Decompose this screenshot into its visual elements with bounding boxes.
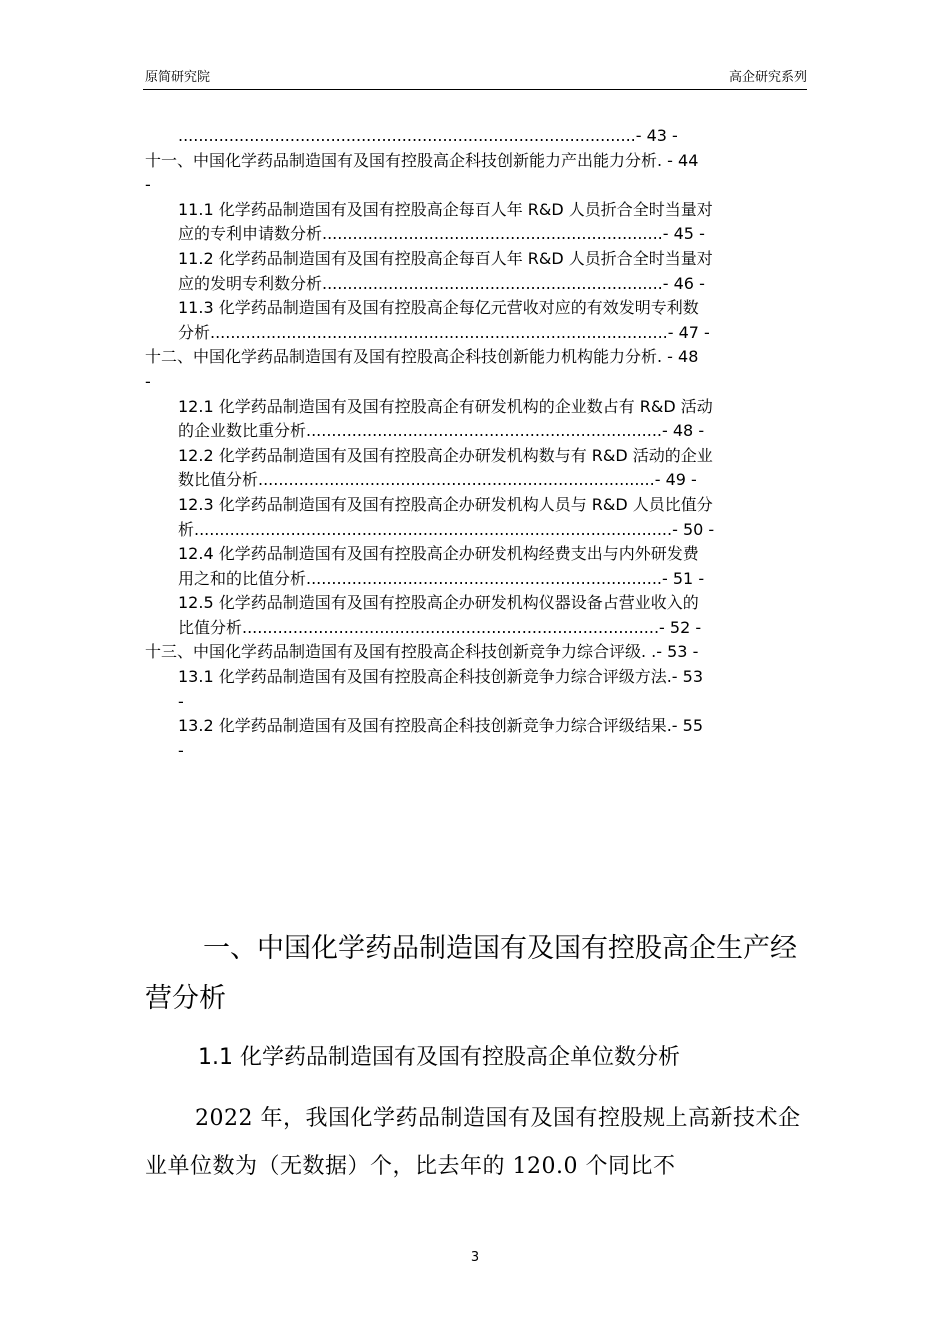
toc-line[interactable]: 13.2 化学药品制造国有及国有控股高企科技创新竞争力综合评级结果.- 55 bbox=[178, 716, 704, 736]
toc-line[interactable]: 十二、中国化学药品制造国有及国有控股高企科技创新能力机构能力分析. - 48 bbox=[145, 347, 699, 367]
toc-line[interactable]: 12.4 化学药品制造国有及国有控股高企办研发机构经费支出与内外研发费 bbox=[178, 544, 699, 564]
toc-line[interactable]: 12.3 化学药品制造国有及国有控股高企办研发机构人员与 R&D 人员比值分 bbox=[178, 494, 713, 514]
subsection-heading: 1.1 化学药品制造国有及国有控股高企单位数分析 bbox=[198, 1045, 680, 1070]
toc-line[interactable]: - bbox=[178, 691, 184, 711]
toc-line[interactable]: - bbox=[178, 740, 184, 760]
header-org-name: 原简研究院 bbox=[145, 70, 211, 85]
toc-line[interactable]: 11.3 化学药品制造国有及国有控股高企每亿元营收对应的有效发明专利数 bbox=[178, 298, 699, 318]
table-of-contents bbox=[145, 124, 807, 763]
toc-line[interactable]: 应的发明专利数分析...................................................................- 46 - bbox=[178, 273, 705, 293]
page-number: 3 bbox=[470, 1250, 480, 1265]
header-divider bbox=[143, 89, 807, 90]
toc-line[interactable]: 比值分析..................................................................................- 52 - bbox=[178, 617, 702, 637]
toc-line[interactable]: 的企业数比重分析......................................................................- 48 - bbox=[178, 421, 705, 441]
toc-line[interactable]: 13.1 化学药品制造国有及国有控股高企科技创新竞争力综合评级方法.- 53 bbox=[178, 667, 704, 687]
toc-line[interactable]: 12.2 化学药品制造国有及国有控股高企办研发机构数与有 R&D 活动的企业 bbox=[178, 445, 713, 465]
toc-line[interactable]: 用之和的比值分析......................................................................- 51 - bbox=[178, 568, 705, 588]
toc-line[interactable]: ..........................................................................................- 43 - bbox=[178, 126, 678, 145]
toc-line[interactable]: 数比值分析..............................................................................- 49 - bbox=[178, 470, 697, 490]
toc-line[interactable]: 析..............................................................................................- 50 - bbox=[178, 519, 715, 539]
body-paragraph: 2022 年，我国化学药品制造国有及国有控股规上高新技术企业单位数为（无数据）个，比去年的 120.0 个同比不 bbox=[145, 1106, 801, 1179]
toc-line[interactable]: - bbox=[145, 371, 151, 391]
section-heading: 一、中国化学药品制造国有及国有控股高企生产经营分析 bbox=[145, 933, 797, 1014]
header-series-name: 高企研究系列 bbox=[728, 70, 807, 85]
toc-line[interactable]: 十一、中国化学药品制造国有及国有控股高企科技创新能力产出能力分析. - 44 bbox=[145, 150, 699, 170]
toc-line[interactable]: 11.2 化学药品制造国有及国有控股高企每百人年 R&D 人员折合全时当量对 bbox=[178, 248, 713, 268]
toc-line[interactable]: 分析..........................................................................................- 47 - bbox=[178, 322, 710, 342]
toc-line[interactable]: 11.1 化学药品制造国有及国有控股高企每百人年 R&D 人员折合全时当量对 bbox=[178, 199, 713, 219]
toc-line[interactable]: 应的专利申请数分析...................................................................- 45 - bbox=[178, 224, 705, 244]
toc-line[interactable]: - bbox=[145, 175, 151, 195]
toc-line[interactable]: 十三、中国化学药品制造国有及国有控股高企科技创新竞争力综合评级. .- 53 - bbox=[145, 642, 699, 662]
toc-line[interactable]: 12.5 化学药品制造国有及国有控股高企办研发机构仪器设备占营业收入的 bbox=[178, 593, 699, 613]
toc-line[interactable]: 12.1 化学药品制造国有及国有控股高企有研发机构的企业数占有 R&D 活动 bbox=[178, 396, 713, 416]
